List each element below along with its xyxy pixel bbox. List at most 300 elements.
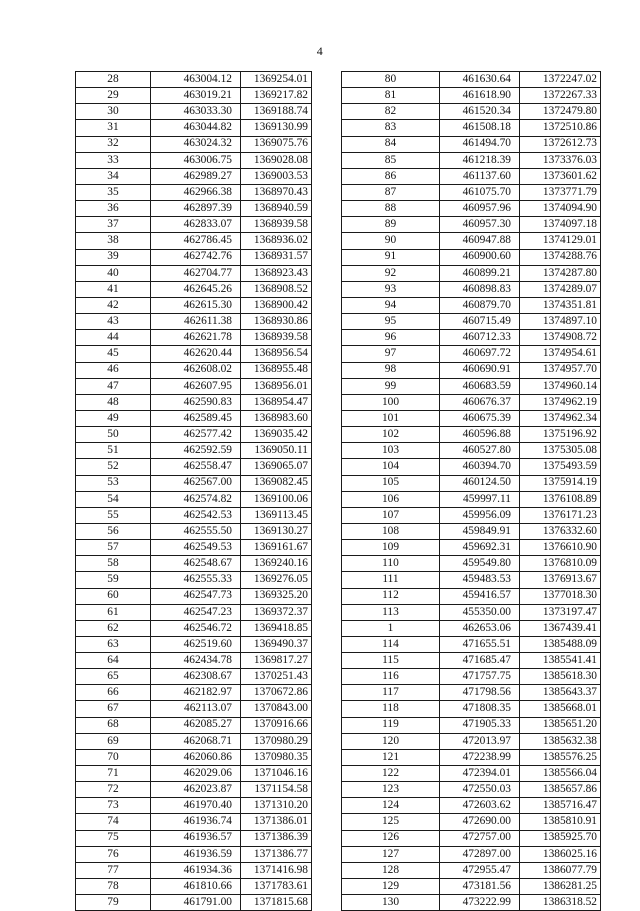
point-number-cell: 42: [76, 297, 151, 313]
y-coordinate-cell: 1374288.76: [520, 249, 601, 265]
x-coordinate-cell: 471905.33: [440, 717, 520, 733]
y-coordinate-cell: 1374954.61: [520, 346, 601, 362]
y-coordinate-cell: 1374908.72: [520, 330, 601, 346]
x-coordinate-cell: 461936.57: [151, 830, 241, 846]
y-coordinate-cell: 1385632.38: [520, 733, 601, 749]
x-coordinate-cell: 460596.88: [440, 427, 520, 443]
table-row: [76, 653, 312, 669]
table-row: [342, 281, 601, 297]
table-row: [342, 201, 601, 217]
table-row: [342, 249, 601, 265]
point-number-cell: 50: [76, 427, 151, 443]
table-row: [342, 749, 601, 765]
point-number-cell: 125: [342, 814, 440, 830]
table-row: [342, 459, 601, 475]
y-coordinate-cell: 1368939.58: [241, 330, 312, 346]
point-number-cell: 116: [342, 669, 440, 685]
y-coordinate-cell: 1368955.48: [241, 362, 312, 378]
x-coordinate-cell: 462085.27: [151, 717, 241, 733]
point-number-cell: 1: [342, 620, 440, 636]
y-coordinate-cell: 1369161.67: [241, 540, 312, 556]
point-number-cell: 31: [76, 120, 151, 136]
y-coordinate-cell: 1371154.58: [241, 782, 312, 798]
point-number-cell: 128: [342, 862, 440, 878]
y-coordinate-cell: 1369075.76: [241, 136, 312, 152]
y-coordinate-cell: 1368908.52: [241, 281, 312, 297]
point-number-cell: 58: [76, 556, 151, 572]
y-coordinate-cell: 1385576.25: [520, 749, 601, 765]
y-coordinate-cell: 1375914.19: [520, 475, 601, 491]
x-coordinate-cell: 471757.75: [440, 669, 520, 685]
point-number-cell: 121: [342, 749, 440, 765]
x-coordinate-cell: 462989.27: [151, 168, 241, 184]
point-number-cell: 89: [342, 217, 440, 233]
point-number-cell: 37: [76, 217, 151, 233]
point-number-cell: 45: [76, 346, 151, 362]
x-coordinate-cell: 460900.60: [440, 249, 520, 265]
x-coordinate-cell: 472897.00: [440, 846, 520, 862]
x-coordinate-cell: 462786.45: [151, 233, 241, 249]
table-row: [342, 491, 601, 507]
x-coordinate-cell: 472690.00: [440, 814, 520, 830]
x-coordinate-cell: 462519.60: [151, 636, 241, 652]
y-coordinate-cell: 1369490.37: [241, 636, 312, 652]
y-coordinate-cell: 1385716.47: [520, 798, 601, 814]
y-coordinate-cell: 1369028.08: [241, 152, 312, 168]
table-row: [342, 330, 601, 346]
x-coordinate-cell: 463006.75: [151, 152, 241, 168]
x-coordinate-cell: 463004.12: [151, 72, 241, 88]
point-number-cell: 55: [76, 507, 151, 523]
x-coordinate-cell: 461520.34: [440, 104, 520, 120]
x-coordinate-cell: 462704.77: [151, 265, 241, 281]
y-coordinate-cell: 1385566.04: [520, 766, 601, 782]
x-coordinate-cell: 461970.40: [151, 798, 241, 814]
table-row: [76, 830, 312, 846]
point-number-cell: 67: [76, 701, 151, 717]
y-coordinate-cell: 1375493.59: [520, 459, 601, 475]
table-row: [76, 523, 312, 539]
point-number-cell: 96: [342, 330, 440, 346]
point-number-cell: 73: [76, 798, 151, 814]
table-row: [76, 120, 312, 136]
table-row: [76, 556, 312, 572]
x-coordinate-cell: 471655.51: [440, 636, 520, 652]
point-number-cell: 98: [342, 362, 440, 378]
table-row: [76, 427, 312, 443]
table-row: [342, 88, 601, 104]
point-number-cell: 66: [76, 685, 151, 701]
y-coordinate-cell: 1367439.41: [520, 620, 601, 636]
point-number-cell: 88: [342, 201, 440, 217]
y-coordinate-cell: 1371310.20: [241, 798, 312, 814]
coordinates-table-left: [75, 71, 312, 911]
x-coordinate-cell: 462548.67: [151, 556, 241, 572]
x-coordinate-cell: 460394.70: [440, 459, 520, 475]
table-row: [76, 879, 312, 895]
x-coordinate-cell: 462549.53: [151, 540, 241, 556]
point-number-cell: 127: [342, 846, 440, 862]
table-row: [342, 782, 601, 798]
y-coordinate-cell: 1371386.01: [241, 814, 312, 830]
x-coordinate-cell: 459956.09: [440, 507, 520, 523]
point-number-cell: 87: [342, 184, 440, 200]
point-number-cell: 119: [342, 717, 440, 733]
table-row: [342, 427, 601, 443]
y-coordinate-cell: 1368936.02: [241, 233, 312, 249]
table-row: [342, 314, 601, 330]
x-coordinate-cell: 459549.80: [440, 556, 520, 572]
x-coordinate-cell: 472550.03: [440, 782, 520, 798]
x-coordinate-cell: 460683.59: [440, 378, 520, 394]
y-coordinate-cell: 1369372.37: [241, 604, 312, 620]
table-row: [342, 895, 601, 911]
point-number-cell: 85: [342, 152, 440, 168]
table-row: [342, 846, 601, 862]
point-number-cell: 38: [76, 233, 151, 249]
y-coordinate-cell: 1369130.27: [241, 523, 312, 539]
y-coordinate-cell: 1368940.59: [241, 201, 312, 217]
table-row: [76, 604, 312, 620]
point-number-cell: 68: [76, 717, 151, 733]
table-row: [342, 636, 601, 652]
y-coordinate-cell: 1376913.67: [520, 572, 601, 588]
point-number-cell: 64: [76, 653, 151, 669]
x-coordinate-cell: 462567.00: [151, 475, 241, 491]
y-coordinate-cell: 1369065.07: [241, 459, 312, 475]
table-row: [76, 766, 312, 782]
point-number-cell: 110: [342, 556, 440, 572]
y-coordinate-cell: 1375305.08: [520, 443, 601, 459]
x-coordinate-cell: 472013.97: [440, 733, 520, 749]
x-coordinate-cell: 462620.44: [151, 346, 241, 362]
point-number-cell: 51: [76, 443, 151, 459]
table-row: [342, 540, 601, 556]
table-row: [76, 814, 312, 830]
table-row: [76, 346, 312, 362]
x-coordinate-cell: 459692.31: [440, 540, 520, 556]
point-number-cell: 61: [76, 604, 151, 620]
point-number-cell: 130: [342, 895, 440, 911]
x-coordinate-cell: 462615.30: [151, 297, 241, 313]
point-number-cell: 72: [76, 782, 151, 798]
table-row: [76, 297, 312, 313]
table-row: [342, 766, 601, 782]
table-row: [76, 201, 312, 217]
point-number-cell: 60: [76, 588, 151, 604]
y-coordinate-cell: 1373601.62: [520, 168, 601, 184]
point-number-cell: 83: [342, 120, 440, 136]
x-coordinate-cell: 462023.87: [151, 782, 241, 798]
table-row: [76, 136, 312, 152]
point-number-cell: 115: [342, 653, 440, 669]
table-row: [76, 104, 312, 120]
y-coordinate-cell: 1377018.30: [520, 588, 601, 604]
y-coordinate-cell: 1374960.14: [520, 378, 601, 394]
y-coordinate-cell: 1371386.77: [241, 846, 312, 862]
x-coordinate-cell: 462590.83: [151, 394, 241, 410]
x-coordinate-cell: 459849.91: [440, 523, 520, 539]
y-coordinate-cell: 1374962.34: [520, 410, 601, 426]
table-row: [342, 152, 601, 168]
table-row: [76, 636, 312, 652]
x-coordinate-cell: 460957.96: [440, 201, 520, 217]
table-row: [342, 265, 601, 281]
x-coordinate-cell: 462113.07: [151, 701, 241, 717]
table-row: [76, 168, 312, 184]
y-coordinate-cell: 1385643.37: [520, 685, 601, 701]
table-row: [342, 830, 601, 846]
point-number-cell: 53: [76, 475, 151, 491]
table-row: [76, 233, 312, 249]
x-coordinate-cell: 455350.00: [440, 604, 520, 620]
point-number-cell: 36: [76, 201, 151, 217]
table-row: [76, 846, 312, 862]
table-row: [76, 572, 312, 588]
y-coordinate-cell: 1385651.20: [520, 717, 601, 733]
x-coordinate-cell: 460675.39: [440, 410, 520, 426]
y-coordinate-cell: 1386318.52: [520, 895, 601, 911]
y-coordinate-cell: 1386025.16: [520, 846, 601, 862]
table-row: [342, 733, 601, 749]
table-row: [76, 685, 312, 701]
table-row: [342, 588, 601, 604]
x-coordinate-cell: 472955.47: [440, 862, 520, 878]
x-coordinate-cell: 462653.06: [440, 620, 520, 636]
x-coordinate-cell: 462308.67: [151, 669, 241, 685]
x-coordinate-cell: 462621.78: [151, 330, 241, 346]
table-row: [342, 717, 601, 733]
point-number-cell: 49: [76, 410, 151, 426]
point-number-cell: 117: [342, 685, 440, 701]
y-coordinate-cell: 1371783.61: [241, 879, 312, 895]
table-row: [76, 749, 312, 765]
y-coordinate-cell: 1374962.19: [520, 394, 601, 410]
table-row: [342, 879, 601, 895]
x-coordinate-cell: 462966.38: [151, 184, 241, 200]
y-coordinate-cell: 1369817.27: [241, 653, 312, 669]
point-number-cell: 33: [76, 152, 151, 168]
y-coordinate-cell: 1369003.53: [241, 168, 312, 184]
table-row: [342, 378, 601, 394]
x-coordinate-cell: 462607.95: [151, 378, 241, 394]
y-coordinate-cell: 1374287.80: [520, 265, 601, 281]
x-coordinate-cell: 462555.50: [151, 523, 241, 539]
y-coordinate-cell: 1374094.90: [520, 201, 601, 217]
point-number-cell: 70: [76, 749, 151, 765]
point-number-cell: 104: [342, 459, 440, 475]
y-coordinate-cell: 1373376.03: [520, 152, 601, 168]
point-number-cell: 46: [76, 362, 151, 378]
point-number-cell: 113: [342, 604, 440, 620]
point-number-cell: 124: [342, 798, 440, 814]
x-coordinate-cell: 460697.72: [440, 346, 520, 362]
point-number-cell: 63: [76, 636, 151, 652]
table-row: [76, 152, 312, 168]
point-number-cell: 40: [76, 265, 151, 281]
x-coordinate-cell: 463019.21: [151, 88, 241, 104]
x-coordinate-cell: 461936.74: [151, 814, 241, 830]
y-coordinate-cell: 1368983.60: [241, 410, 312, 426]
y-coordinate-cell: 1385810.91: [520, 814, 601, 830]
point-number-cell: 30: [76, 104, 151, 120]
y-coordinate-cell: 1386281.25: [520, 879, 601, 895]
y-coordinate-cell: 1373197.47: [520, 604, 601, 620]
x-coordinate-cell: 460879.70: [440, 297, 520, 313]
x-coordinate-cell: 461810.66: [151, 879, 241, 895]
y-coordinate-cell: 1368923.43: [241, 265, 312, 281]
x-coordinate-cell: 459483.53: [440, 572, 520, 588]
table-row: [342, 120, 601, 136]
table-row: [76, 491, 312, 507]
point-number-cell: 41: [76, 281, 151, 297]
x-coordinate-cell: 460947.88: [440, 233, 520, 249]
y-coordinate-cell: 1374957.70: [520, 362, 601, 378]
table-row: [342, 136, 601, 152]
table-row: [342, 233, 601, 249]
y-coordinate-cell: 1374351.81: [520, 297, 601, 313]
y-coordinate-cell: 1369035.42: [241, 427, 312, 443]
point-number-cell: 43: [76, 314, 151, 330]
coordinates-table-right: [341, 71, 601, 911]
table-row: [342, 443, 601, 459]
y-coordinate-cell: 1385618.30: [520, 669, 601, 685]
y-coordinate-cell: 1369113.45: [241, 507, 312, 523]
point-number-cell: 71: [76, 766, 151, 782]
table-row: [342, 669, 601, 685]
table-row: [76, 862, 312, 878]
x-coordinate-cell: 459416.57: [440, 588, 520, 604]
x-coordinate-cell: 461137.60: [440, 168, 520, 184]
point-number-cell: 97: [342, 346, 440, 362]
table-row: [342, 685, 601, 701]
point-number-cell: 54: [76, 491, 151, 507]
y-coordinate-cell: 1371416.98: [241, 862, 312, 878]
table-row: [342, 701, 601, 717]
point-number-cell: 122: [342, 766, 440, 782]
y-coordinate-cell: 1369276.05: [241, 572, 312, 588]
point-number-cell: 92: [342, 265, 440, 281]
x-coordinate-cell: 460715.49: [440, 314, 520, 330]
table-row: [342, 572, 601, 588]
point-number-cell: 82: [342, 104, 440, 120]
table-row: [76, 701, 312, 717]
point-number-cell: 109: [342, 540, 440, 556]
point-number-cell: 129: [342, 879, 440, 895]
x-coordinate-cell: 463044.82: [151, 120, 241, 136]
table-row: [76, 459, 312, 475]
x-coordinate-cell: 463033.30: [151, 104, 241, 120]
point-number-cell: 69: [76, 733, 151, 749]
y-coordinate-cell: 1369418.85: [241, 620, 312, 636]
x-coordinate-cell: 462833.07: [151, 217, 241, 233]
x-coordinate-cell: 460957.30: [440, 217, 520, 233]
table-row: [342, 410, 601, 426]
x-coordinate-cell: 460124.50: [440, 475, 520, 491]
point-number-cell: 94: [342, 297, 440, 313]
y-coordinate-cell: 1372612.73: [520, 136, 601, 152]
x-coordinate-cell: 462546.72: [151, 620, 241, 636]
y-coordinate-cell: 1368931.57: [241, 249, 312, 265]
table-row: [76, 733, 312, 749]
y-coordinate-cell: 1369188.74: [241, 104, 312, 120]
point-number-cell: 106: [342, 491, 440, 507]
table-row: [342, 72, 601, 88]
table-row: [342, 297, 601, 313]
x-coordinate-cell: 462547.73: [151, 588, 241, 604]
y-coordinate-cell: 1369050.11: [241, 443, 312, 459]
y-coordinate-cell: 1368970.43: [241, 184, 312, 200]
x-coordinate-cell: 463024.32: [151, 136, 241, 152]
y-coordinate-cell: 1370843.00: [241, 701, 312, 717]
y-coordinate-cell: 1370672.86: [241, 685, 312, 701]
point-number-cell: 103: [342, 443, 440, 459]
x-coordinate-cell: 462742.76: [151, 249, 241, 265]
point-number-cell: 39: [76, 249, 151, 265]
point-number-cell: 78: [76, 879, 151, 895]
table-row: [76, 249, 312, 265]
y-coordinate-cell: 1375196.92: [520, 427, 601, 443]
table-row: [76, 410, 312, 426]
table-row: [342, 620, 601, 636]
point-number-cell: 59: [76, 572, 151, 588]
y-coordinate-cell: 1370980.35: [241, 749, 312, 765]
point-number-cell: 93: [342, 281, 440, 297]
point-number-cell: 32: [76, 136, 151, 152]
table-row: [76, 540, 312, 556]
table-row: [76, 717, 312, 733]
x-coordinate-cell: 460527.80: [440, 443, 520, 459]
point-number-cell: 101: [342, 410, 440, 426]
point-number-cell: 112: [342, 588, 440, 604]
x-coordinate-cell: 462897.39: [151, 201, 241, 217]
y-coordinate-cell: 1372247.02: [520, 72, 601, 88]
y-coordinate-cell: 1368900.42: [241, 297, 312, 313]
table-row: [76, 314, 312, 330]
x-coordinate-cell: 471798.56: [440, 685, 520, 701]
x-coordinate-cell: 462434.78: [151, 653, 241, 669]
x-coordinate-cell: 461630.64: [440, 72, 520, 88]
y-coordinate-cell: 1376810.09: [520, 556, 601, 572]
x-coordinate-cell: 461936.59: [151, 846, 241, 862]
y-coordinate-cell: 1371386.39: [241, 830, 312, 846]
point-number-cell: 56: [76, 523, 151, 539]
point-number-cell: 91: [342, 249, 440, 265]
x-coordinate-cell: 462555.33: [151, 572, 241, 588]
y-coordinate-cell: 1385668.01: [520, 701, 601, 717]
x-coordinate-cell: 461618.90: [440, 88, 520, 104]
x-coordinate-cell: 462611.38: [151, 314, 241, 330]
table-row: [342, 523, 601, 539]
x-coordinate-cell: 461494.70: [440, 136, 520, 152]
point-number-cell: 80: [342, 72, 440, 88]
table-row: [76, 378, 312, 394]
table-row: [342, 362, 601, 378]
point-number-cell: 47: [76, 378, 151, 394]
point-number-cell: 65: [76, 669, 151, 685]
point-number-cell: 75: [76, 830, 151, 846]
x-coordinate-cell: 462645.26: [151, 281, 241, 297]
table-row: [76, 798, 312, 814]
table-row: [342, 346, 601, 362]
y-coordinate-cell: 1374129.01: [520, 233, 601, 249]
x-coordinate-cell: 462589.45: [151, 410, 241, 426]
point-number-cell: 77: [76, 862, 151, 878]
x-coordinate-cell: 461075.70: [440, 184, 520, 200]
x-coordinate-cell: 460899.21: [440, 265, 520, 281]
x-coordinate-cell: 462029.06: [151, 766, 241, 782]
point-number-cell: 34: [76, 168, 151, 184]
